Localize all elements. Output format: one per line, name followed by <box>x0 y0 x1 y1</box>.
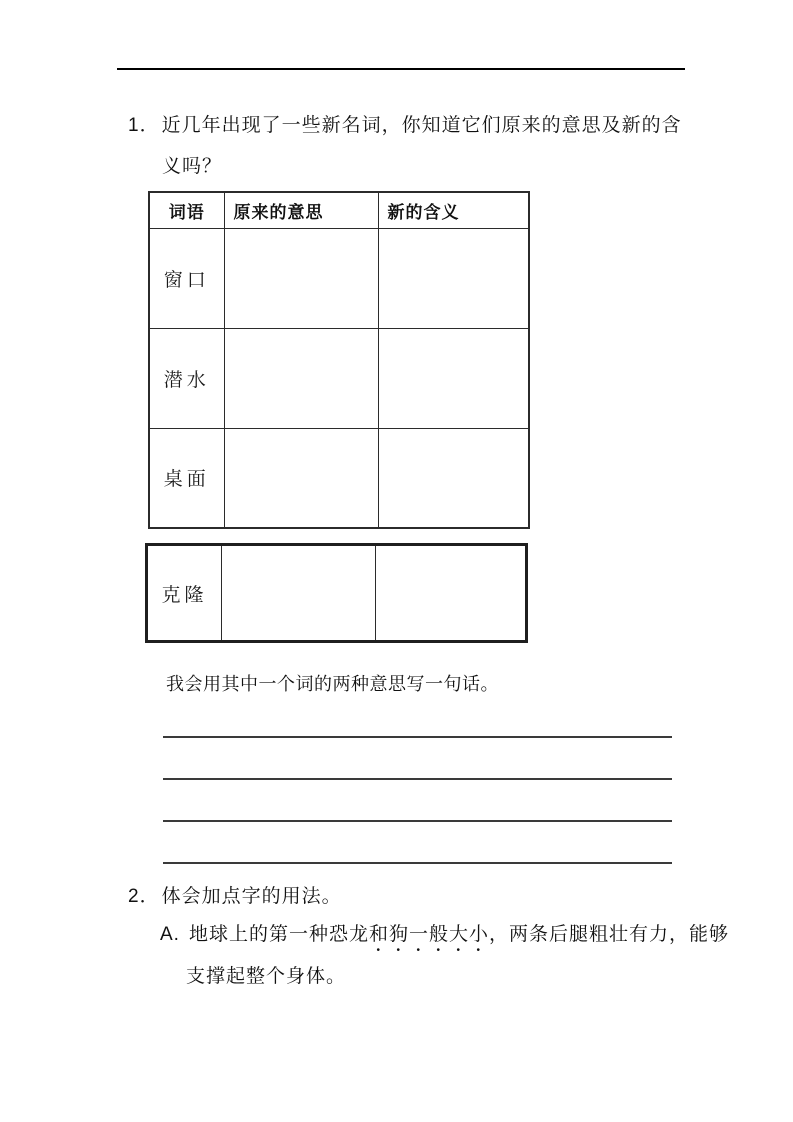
answer-line <box>163 820 672 822</box>
vocab-header-word: 词语 <box>149 192 224 228</box>
vocab-row-clone <box>147 545 527 642</box>
item-a-label: A. <box>160 924 180 945</box>
answer-cell-original <box>224 428 378 528</box>
vocab-header-new-meaning: 新的含义 <box>378 192 529 228</box>
answer-cell-new <box>376 545 527 642</box>
answer-cell-original <box>224 228 378 328</box>
question-2-line <box>128 885 342 909</box>
answer-cell-original <box>222 545 376 642</box>
answer-cell-original <box>224 328 378 428</box>
answer-cell-new <box>378 428 529 528</box>
item-a-line-2: 支撑起整个身体。 <box>186 966 347 987</box>
item-a-emphasized-text: 和狗一般大小 <box>368 924 489 945</box>
item-a-line-1 <box>160 923 729 956</box>
question-2-title: 体会加点字的用法。 <box>161 886 342 907</box>
write-sentence-prompt: 我会用其中一个词的两种意思写一句话。 <box>166 674 499 694</box>
vocab-table <box>148 191 530 529</box>
clone-table <box>145 543 528 643</box>
question-1-line-2: 义吗？ <box>162 156 223 177</box>
header-divider-rule <box>117 68 685 70</box>
question-1-line-1 <box>128 114 682 138</box>
answer-cell-new <box>378 228 529 328</box>
answer-cell-new <box>378 328 529 428</box>
answer-line <box>163 778 672 780</box>
vocab-table-header-row <box>149 192 529 228</box>
word-cell: 桌面 <box>149 428 224 528</box>
item-a-text-pre: 地球上的第一种恐龙 <box>188 924 369 945</box>
word-cell: 潜水 <box>149 328 224 428</box>
word-cell: 克隆 <box>147 545 222 642</box>
vocab-header-original-meaning: 原来的意思 <box>224 192 378 228</box>
item-a-text-post: ，两条后腿粗壮有力，能够 <box>488 924 729 945</box>
vocab-row-window <box>149 228 529 328</box>
vocab-row-diving <box>149 328 529 428</box>
question-1-number: 1． <box>128 115 160 136</box>
word-cell: 窗口 <box>149 228 224 328</box>
question-2-number: 2． <box>128 886 160 907</box>
answer-line <box>163 736 672 738</box>
question-1-text: 近几年出现了一些新名词，你知道它们原来的意思及新的含 <box>161 115 682 136</box>
vocab-row-desktop <box>149 428 529 528</box>
answer-line <box>163 862 672 864</box>
